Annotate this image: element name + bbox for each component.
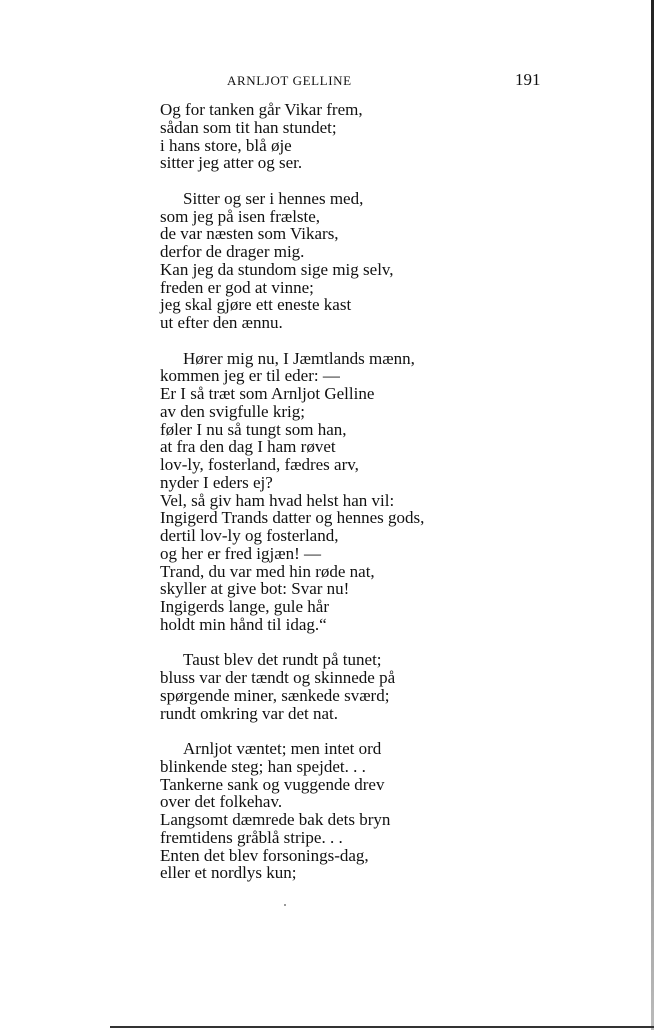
verse-line: i hans store, blå øje (160, 135, 292, 155)
verse-line: holdt min hånd til idag.“ (160, 614, 327, 634)
verse-line: Er I så træt som Arnljot Gelline (160, 384, 375, 403)
stanza (160, 101, 424, 172)
verse-line: fremtidens gråblå stripe. . . (160, 827, 343, 847)
verse-line: Trand, du var med hin røde nat, (160, 561, 375, 581)
verse-line: lov-ly, fosterland, fædres arv, (160, 455, 359, 474)
verse-line: sitter jeg atter og ser. (160, 153, 303, 173)
verse-line: Vel, så giv ham hvad helst han vil: (160, 490, 395, 510)
verse-line: dertil lov-ly og fosterland, (160, 526, 339, 545)
verse-line: Kan jeg da stundom sige mig selv, (160, 259, 394, 279)
page-edge-right (651, 0, 654, 1030)
verse-line: skyller at give bot: Svar nu! (160, 579, 350, 599)
verse-line: av den svigfulle krig; (160, 401, 305, 421)
verse-line: Hører mig nu, I Jæmtlands mænn, (183, 348, 415, 368)
print-speck (284, 904, 286, 906)
verse-line: ut efter den ænnu. (160, 313, 283, 332)
verse-line: Sitter og ser i hennes med, (183, 188, 364, 208)
verse-line: nyder I eders ej? (160, 472, 273, 492)
verse-line: eller et nordlys kun; (160, 863, 297, 883)
verse-line: derfor de drager mig. (160, 242, 305, 261)
page-header (0, 70, 656, 92)
stanza (160, 190, 424, 332)
verse-line: og her er fred igjæn! — (160, 543, 321, 563)
page-edge-bottom (110, 1026, 654, 1028)
verse-line: freden er god at vinne; (160, 277, 314, 297)
verse-line: som jeg på isen frælste, (160, 206, 321, 226)
verse-line: Ingigerd Trands datter og hennes gods, (160, 508, 425, 528)
verse-line: over det folkehav. (160, 792, 283, 812)
page-number: 191 (515, 70, 541, 89)
verse-line: spørgende miner, sænkede sværd; (160, 685, 390, 705)
verse-line: jeg skal gjøre ett eneste kast (160, 295, 352, 315)
verse-line: de var næsten som Vikars, (160, 224, 339, 244)
stanza (160, 740, 424, 882)
verse-line: blinkende steg; han spejdet. . . (160, 756, 366, 776)
verse-line: Taust blev det rundt på tunet; (183, 650, 382, 670)
verse-line: at fra den dag I ham røvet (160, 437, 336, 457)
verse-line: bluss var der tændt og skinnede på (160, 668, 396, 687)
verse-line: rundt omkring var det nat. (160, 703, 338, 723)
verse-line: sådan som tit han stundet; (160, 117, 337, 137)
verse-line: Enten det blev forsonings-dag, (160, 845, 369, 865)
stanza (160, 350, 424, 634)
running-title: ARNLJOT GELLINE (227, 73, 352, 88)
poem-body (160, 101, 424, 900)
verse-line: føler I nu så tungt som han, (160, 419, 347, 439)
verse-line: Tankerne sank og vuggende drev (160, 774, 385, 794)
stanza (160, 651, 424, 722)
verse-line: Langsomt dæmrede bak dets bryn (160, 810, 391, 829)
verse-line: Arnljot væntet; men intet ord (183, 739, 382, 758)
verse-line: Og for tanken går Vikar frem, (160, 100, 363, 119)
verse-line: Ingigerds lange, gule hår (160, 597, 329, 616)
verse-line: kommen jeg er til eder: — (160, 366, 340, 386)
